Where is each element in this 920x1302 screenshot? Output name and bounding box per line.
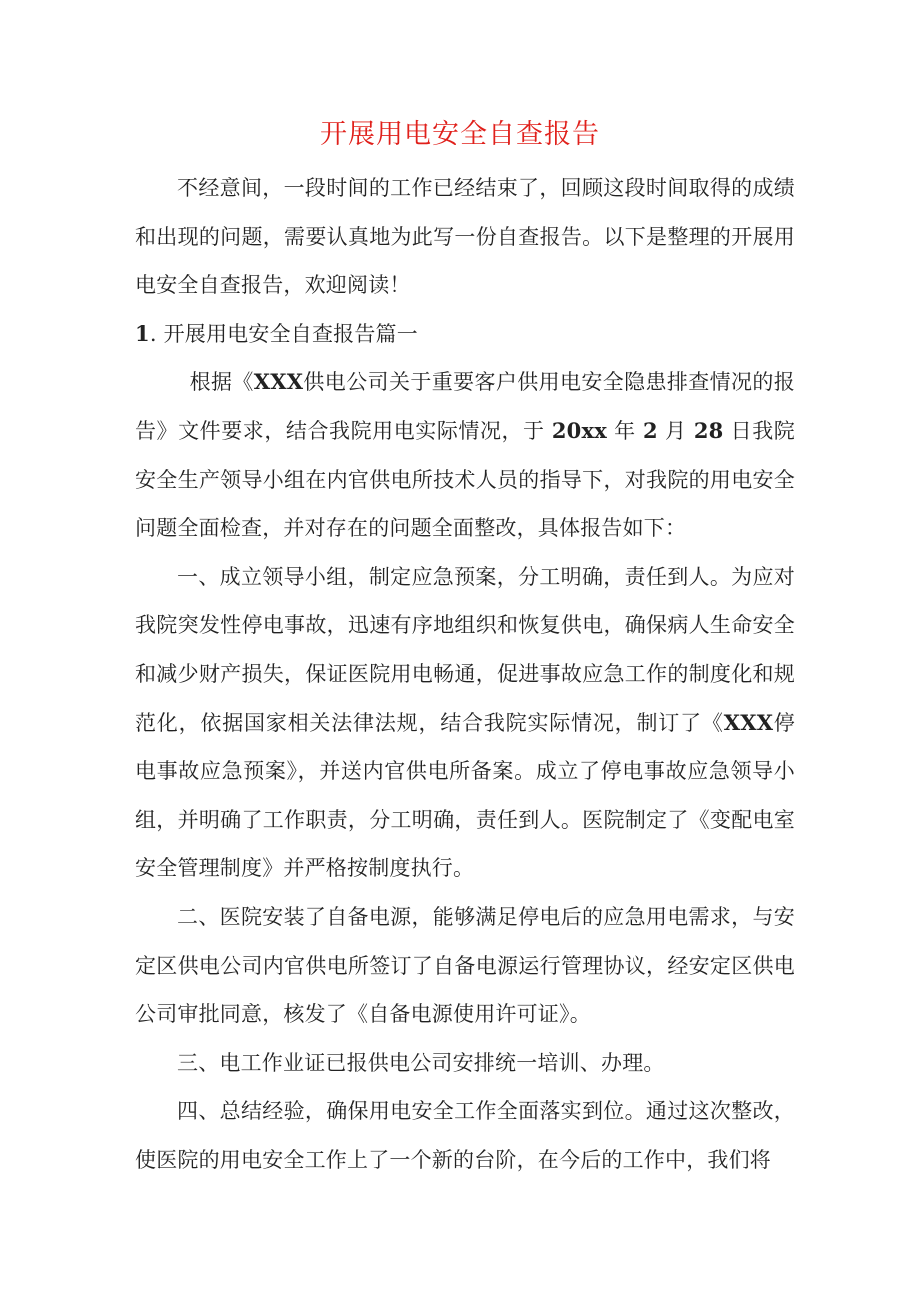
- paragraph-item-one-org: XXX: [723, 709, 774, 735]
- intro-paragraph: 不经意间，一段时间的工作已经结束了，回顾这段时间取得的成绩和出现的问题，需要认真地为此写一份自查报告。以下是整理的开展用电安全自查报告，欢迎阅读！: [135, 176, 795, 298]
- section-number: 1: [135, 320, 150, 346]
- paragraph-basis-month: 2: [642, 417, 658, 443]
- paragraph-basis-day: 28: [693, 417, 724, 443]
- paragraph-basis: [135, 358, 795, 552]
- paragraph-item-two: 二、医院安装了自备电源，能够满足停电后的应急用电需求，与安定区供电公司内官供电所签订了自备电源运行管理协议，经安定区供电公司审批同意，核发了《自备电源使用许可证》。: [135, 904, 795, 1027]
- paragraph-basis-part5: 日我院安全生产领导小组在内官供电所技术人员的指导下，对我院的用电安全问题全面检查，并对存在的问题全面整改，具体报告如下：: [135, 418, 795, 541]
- paragraph-item-four: 四、总结经验，确保用电安全工作全面落实到位。通过这次整改，使医院的用电安全工作上了一个新的台阶，在今后的工作中，我们将: [135, 1099, 795, 1172]
- paragraph-item-three: 三、电工作业证已报供电公司安排统一培训、办理。: [177, 1050, 665, 1075]
- section-heading-text: . 开展用电安全自查报告篇一: [149, 321, 418, 346]
- document-title: 开展用电安全自查报告: [320, 119, 600, 150]
- document-body: [135, 164, 795, 1184]
- section-heading: [135, 310, 795, 359]
- paragraph-item-one-part1: 一、成立领导小组，制定应急预案，分工明确，责任到人。为应对我院突发性停电事故，迅速有序地组织和恢复供电，确保病人生命安全和减少财产损失，保证医院用电畅通，促进事故应急工作的制度化和规范化，依据国家相关法律法规，结合我院实际情况，制订了《: [135, 564, 795, 735]
- paragraph-basis-part1: 根据《: [189, 370, 254, 395]
- paragraph-item-one-part2: 停电事故应急预案》，并送内官供电所备案。成立了停电事故应急领导小组，并明确了工作职责，分工明确，责任到人。医院制定了《变配电室安全管理制度》并严格按制度执行。: [135, 710, 795, 881]
- paragraph-basis-year: 20xx: [551, 417, 607, 443]
- paragraph-basis-part2: 供电公司关于重要客户供用电安全隐患排查情况的报告》文件要求，结合我院用电实际情况，于: [135, 370, 795, 443]
- paragraph-basis-part3: 年: [606, 418, 643, 443]
- paragraph-basis-part4: 月: [657, 418, 694, 443]
- paragraph-item-one: [135, 553, 795, 893]
- paragraph-basis-company: XXX: [253, 369, 304, 395]
